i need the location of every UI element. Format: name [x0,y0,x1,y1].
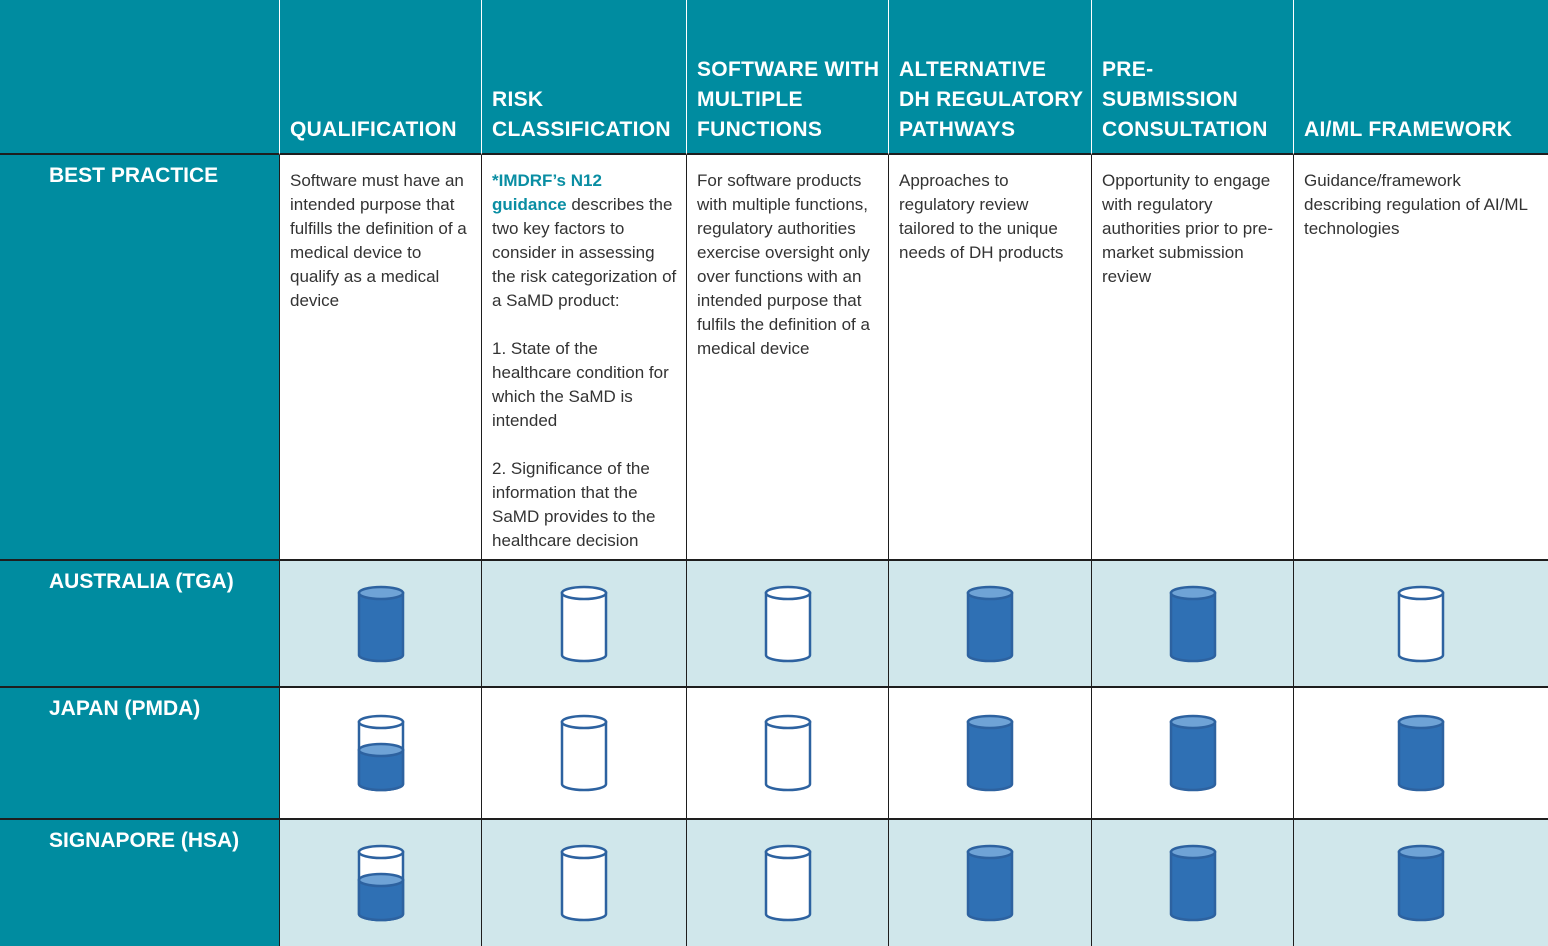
status-cell [279,688,481,820]
status-cell [279,820,481,946]
empty-cylinder-icon [763,714,813,792]
best-practice-qualification: Software must have an intended purpose that fulfills the definition of a medical device to qualify as a medical device [279,155,481,561]
status-cell [686,688,888,820]
status-cell [888,561,1091,688]
best-practice-risk-classification [481,155,686,561]
status-cell [888,820,1091,946]
column-header-risk-classification: RISK CLASSIFICATION [481,0,686,155]
full-cylinder-icon [1168,585,1218,663]
full-cylinder-icon [1168,714,1218,792]
empty-cylinder-icon [1396,585,1446,663]
best-practice-alternative-pathways: Approaches to regulatory review tailored to the unique needs of DH products [888,155,1091,561]
full-cylinder-icon [965,714,1015,792]
status-cell [1091,688,1293,820]
half-cylinder-icon [356,844,406,922]
column-header-alternative-pathways: ALTERNATIVE DH REGULATORY PATHWAYS [888,0,1091,155]
status-cell [686,820,888,946]
status-cell [1091,561,1293,688]
status-cell [481,820,686,946]
best-practice-aiml: Guidance/framework describing regulation of AI/ML technologies [1293,155,1548,561]
status-cell [1293,820,1548,946]
column-header-aiml: AI/ML FRAMEWORK [1293,0,1548,155]
row-label-singapore: SIGNAPORE (HSA) [0,820,279,946]
best-practice-presubmission: Opportunity to engage with regulatory authorities prior to pre-market submission review [1091,155,1293,561]
best-practice-multiple-functions: For software products with multiple functions, regulatory authorities exercise oversight only over functions with an intended purpose that fulfils the definition of a medical device [686,155,888,561]
half-cylinder-icon [356,714,406,792]
column-header-presubmission: PRE-SUBMISSION CONSULTATION [1091,0,1293,155]
empty-cylinder-icon [559,714,609,792]
row-label-japan: JAPAN (PMDA) [0,688,279,820]
full-cylinder-icon [1396,714,1446,792]
status-cell [686,561,888,688]
full-cylinder-icon [965,844,1015,922]
status-cell [1293,688,1548,820]
empty-cylinder-icon [763,844,813,922]
full-cylinder-icon [1396,844,1446,922]
status-cell [481,561,686,688]
imdrf-guidance-link[interactable]: *IMDRF’s N12 guidance [492,171,602,214]
row-label-best-practice: BEST PRACTICE [0,155,279,561]
full-cylinder-icon [1168,844,1218,922]
empty-cylinder-icon [559,844,609,922]
status-cell [1091,820,1293,946]
status-cell [888,688,1091,820]
status-cell [1293,561,1548,688]
status-cell [481,688,686,820]
header-corner [0,0,279,155]
empty-cylinder-icon [763,585,813,663]
risk-classification-text: describes the two key factors to consider in assessing the risk categorization of a SaMD product: 1. State of the healthcare condition for which the SaMD is intended 2. Significance of the information that the SaMD provides to the healthcare decision [492,195,677,550]
column-header-multiple-functions: SOFTWARE WITH MULTIPLE FUNCTIONS [686,0,888,155]
empty-cylinder-icon [559,585,609,663]
full-cylinder-icon [356,585,406,663]
row-label-australia: AUSTRALIA (TGA) [0,561,279,688]
status-cell [279,561,481,688]
full-cylinder-icon [965,585,1015,663]
column-header-qualification: QUALIFICATION [279,0,481,155]
